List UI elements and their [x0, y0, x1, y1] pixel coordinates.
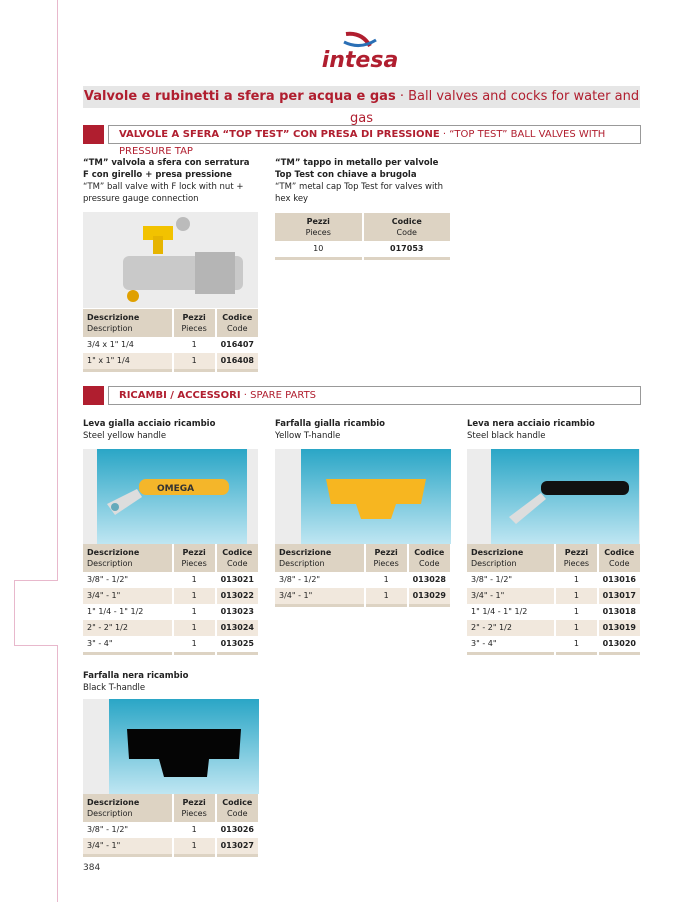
product-image [275, 449, 450, 544]
title-it: “TM” tappo in metallo per valvole Top Test con chiave a brugola [275, 158, 439, 180]
title-en: Black T-handle [83, 683, 146, 693]
product-image [83, 449, 258, 544]
col-header-code: Codice Code [217, 794, 258, 822]
title-en: Steel yellow handle [83, 431, 167, 441]
title-en: Steel black handle [467, 431, 546, 441]
cell-code: 016408 [217, 353, 258, 372]
cell-code: 013026 [220, 825, 254, 834]
col-header-code: Codice Code [364, 213, 451, 241]
cell-code: 013027 [217, 838, 258, 857]
cell-pcs: 1 [556, 620, 596, 636]
table-row [83, 572, 258, 588]
cell-desc: 3/4 x 1" 1/4 [87, 340, 134, 349]
cell-desc: 3/8" - 1/2" [279, 575, 321, 584]
col-header-desc: Descrizione Description [467, 544, 554, 572]
title-it: Leva nera acciaio ricambio [467, 419, 595, 429]
table-row [83, 337, 258, 353]
cell-pcs: 1 [191, 575, 197, 584]
cell-code: 013028 [412, 575, 446, 584]
col-header-pcs: Pezzi Pieces [556, 544, 596, 572]
cell-pcs: 1 [191, 825, 197, 834]
col-header-code: Codice Code [599, 544, 640, 572]
cell-code: 013022 [217, 588, 258, 604]
cell-code: 013020 [599, 636, 640, 655]
page-title: Valvole e rubinetti a sfera per acqua e gas · Ball valves and cocks for water and gas [83, 86, 640, 108]
title-it: Leva gialla acciaio ricambio [83, 419, 216, 429]
title-it: Farfalla nera ricambio [83, 671, 189, 681]
col-header-pcs: Pezzi Pieces [275, 213, 362, 241]
cell-desc: 3/8" - 1/2" [87, 575, 129, 584]
table-row [467, 604, 640, 620]
cell-pcs: 1 [383, 575, 389, 584]
intesa-logo: intesa [300, 30, 420, 80]
product-title [467, 418, 640, 442]
cell-pcs: 1 [174, 588, 215, 604]
cell-code: 013023 [220, 607, 254, 616]
section-header-spare-parts: RICAMBI / ACCESSORI · SPARE PARTS [108, 386, 641, 405]
cell-code: 013025 [217, 636, 258, 655]
product-image [467, 449, 640, 544]
product-table [81, 309, 260, 372]
table-row [467, 588, 640, 604]
cell-code: 013021 [220, 575, 254, 584]
col-header-code: Codice Code [217, 309, 258, 337]
cell-code: 013019 [599, 620, 640, 636]
cell-desc: 1" x 1" 1/4 [83, 353, 172, 372]
title-en: “TM” metal cap Top Test for valves with hex key [275, 182, 444, 204]
cell-desc: 3/4" - 1" [275, 588, 364, 607]
margin-line [57, 0, 58, 902]
table-row [83, 353, 258, 372]
section-header-top-test: VALVOLE A SFERA “TOP TEST” CON PRESA DI PRESSIONE · “TOP TEST” BALL VALVES WITH PRESSURE TAP [108, 125, 641, 144]
cell-pcs: 1 [191, 340, 197, 349]
cell-desc: 2" - 2" 1/2 [467, 620, 554, 636]
product-image [83, 212, 258, 308]
product-title [275, 418, 450, 442]
cell-code: 016407 [220, 340, 254, 349]
table-row [83, 620, 258, 636]
col-header-code: Codice Code [409, 544, 450, 572]
product-title [83, 670, 258, 694]
title-it: Farfalla gialla ricambio [275, 419, 386, 429]
title-en: Yellow T-handle [275, 431, 341, 441]
cell-code: 013016 [602, 575, 636, 584]
cell-code: 013029 [409, 588, 450, 607]
col-header-pcs: Pezzi Pieces [174, 794, 215, 822]
cell-desc: 3/4" - 1" [467, 588, 554, 604]
cell-pcs: 1 [174, 838, 215, 857]
omega-label: OMEGA [157, 484, 195, 494]
table-row [275, 241, 450, 260]
product-table [465, 544, 642, 655]
title-it: “TM” valvola a sfera con serratura F con girello + presa pressione [83, 158, 250, 180]
col-header-desc: Descrizione Description [83, 544, 172, 572]
cell-pcs: 1 [174, 353, 215, 372]
product-table [81, 544, 260, 655]
table-row [275, 588, 450, 607]
product-table [81, 794, 260, 857]
cell-code: 013018 [602, 607, 636, 616]
col-header-desc: Descrizione Description [83, 794, 172, 822]
col-header-pcs: Pezzi Pieces [174, 309, 215, 337]
col-header-desc: Descrizione Description [275, 544, 364, 572]
cell-pcs: 10 [275, 241, 362, 260]
table-row [83, 838, 258, 857]
col-header-pcs: Pezzi Pieces [174, 544, 215, 572]
logo-swoosh-icon [340, 30, 380, 52]
cell-desc: 1" 1/4 - 1" 1/2 [87, 607, 144, 616]
cell-pcs: 1 [573, 607, 579, 616]
col-header-desc: Descrizione Description [83, 309, 172, 337]
section-marker [83, 386, 104, 405]
cell-code: 013024 [217, 620, 258, 636]
cell-code: 013017 [599, 588, 640, 604]
product-title [275, 157, 450, 205]
cell-pcs: 1 [556, 588, 596, 604]
cell-code: 017053 [364, 241, 451, 260]
cell-desc: 3" - 4" [467, 636, 554, 655]
cell-pcs: 1 [174, 620, 215, 636]
table-row [83, 822, 258, 838]
cell-pcs: 1 [366, 588, 407, 607]
cell-desc: 3/4" - 1" [83, 838, 172, 857]
product-table [273, 544, 452, 607]
col-header-pcs: Pezzi Pieces [366, 544, 407, 572]
col-header-code: Codice Code [217, 544, 258, 572]
cell-desc: 3/8" - 1/2" [87, 825, 129, 834]
product-table [273, 213, 452, 260]
table-row [83, 636, 258, 655]
title-en: “TM” ball valve with F lock with nut + pressure gauge connection [83, 182, 244, 204]
cell-pcs: 1 [174, 636, 215, 655]
table-row [83, 604, 258, 620]
cell-pcs: 1 [573, 575, 579, 584]
cell-pcs: 1 [556, 636, 596, 655]
cell-desc: 3/4" - 1" [83, 588, 172, 604]
section-marker [83, 125, 104, 144]
table-row [83, 588, 258, 604]
cell-desc: 2" - 2" 1/2 [83, 620, 172, 636]
margin-tab [14, 580, 58, 646]
product-title [83, 418, 258, 442]
cell-desc: 3" - 4" [83, 636, 172, 655]
table-row [467, 636, 640, 655]
cell-desc: 1" 1/4 - 1" 1/2 [471, 607, 528, 616]
table-row [467, 572, 640, 588]
product-title [83, 157, 258, 205]
cell-desc: 3/8" - 1/2" [471, 575, 513, 584]
table-row [467, 620, 640, 636]
product-image [83, 699, 258, 794]
table-row [275, 572, 450, 588]
cell-pcs: 1 [191, 607, 197, 616]
page-number: 384 [83, 863, 101, 873]
